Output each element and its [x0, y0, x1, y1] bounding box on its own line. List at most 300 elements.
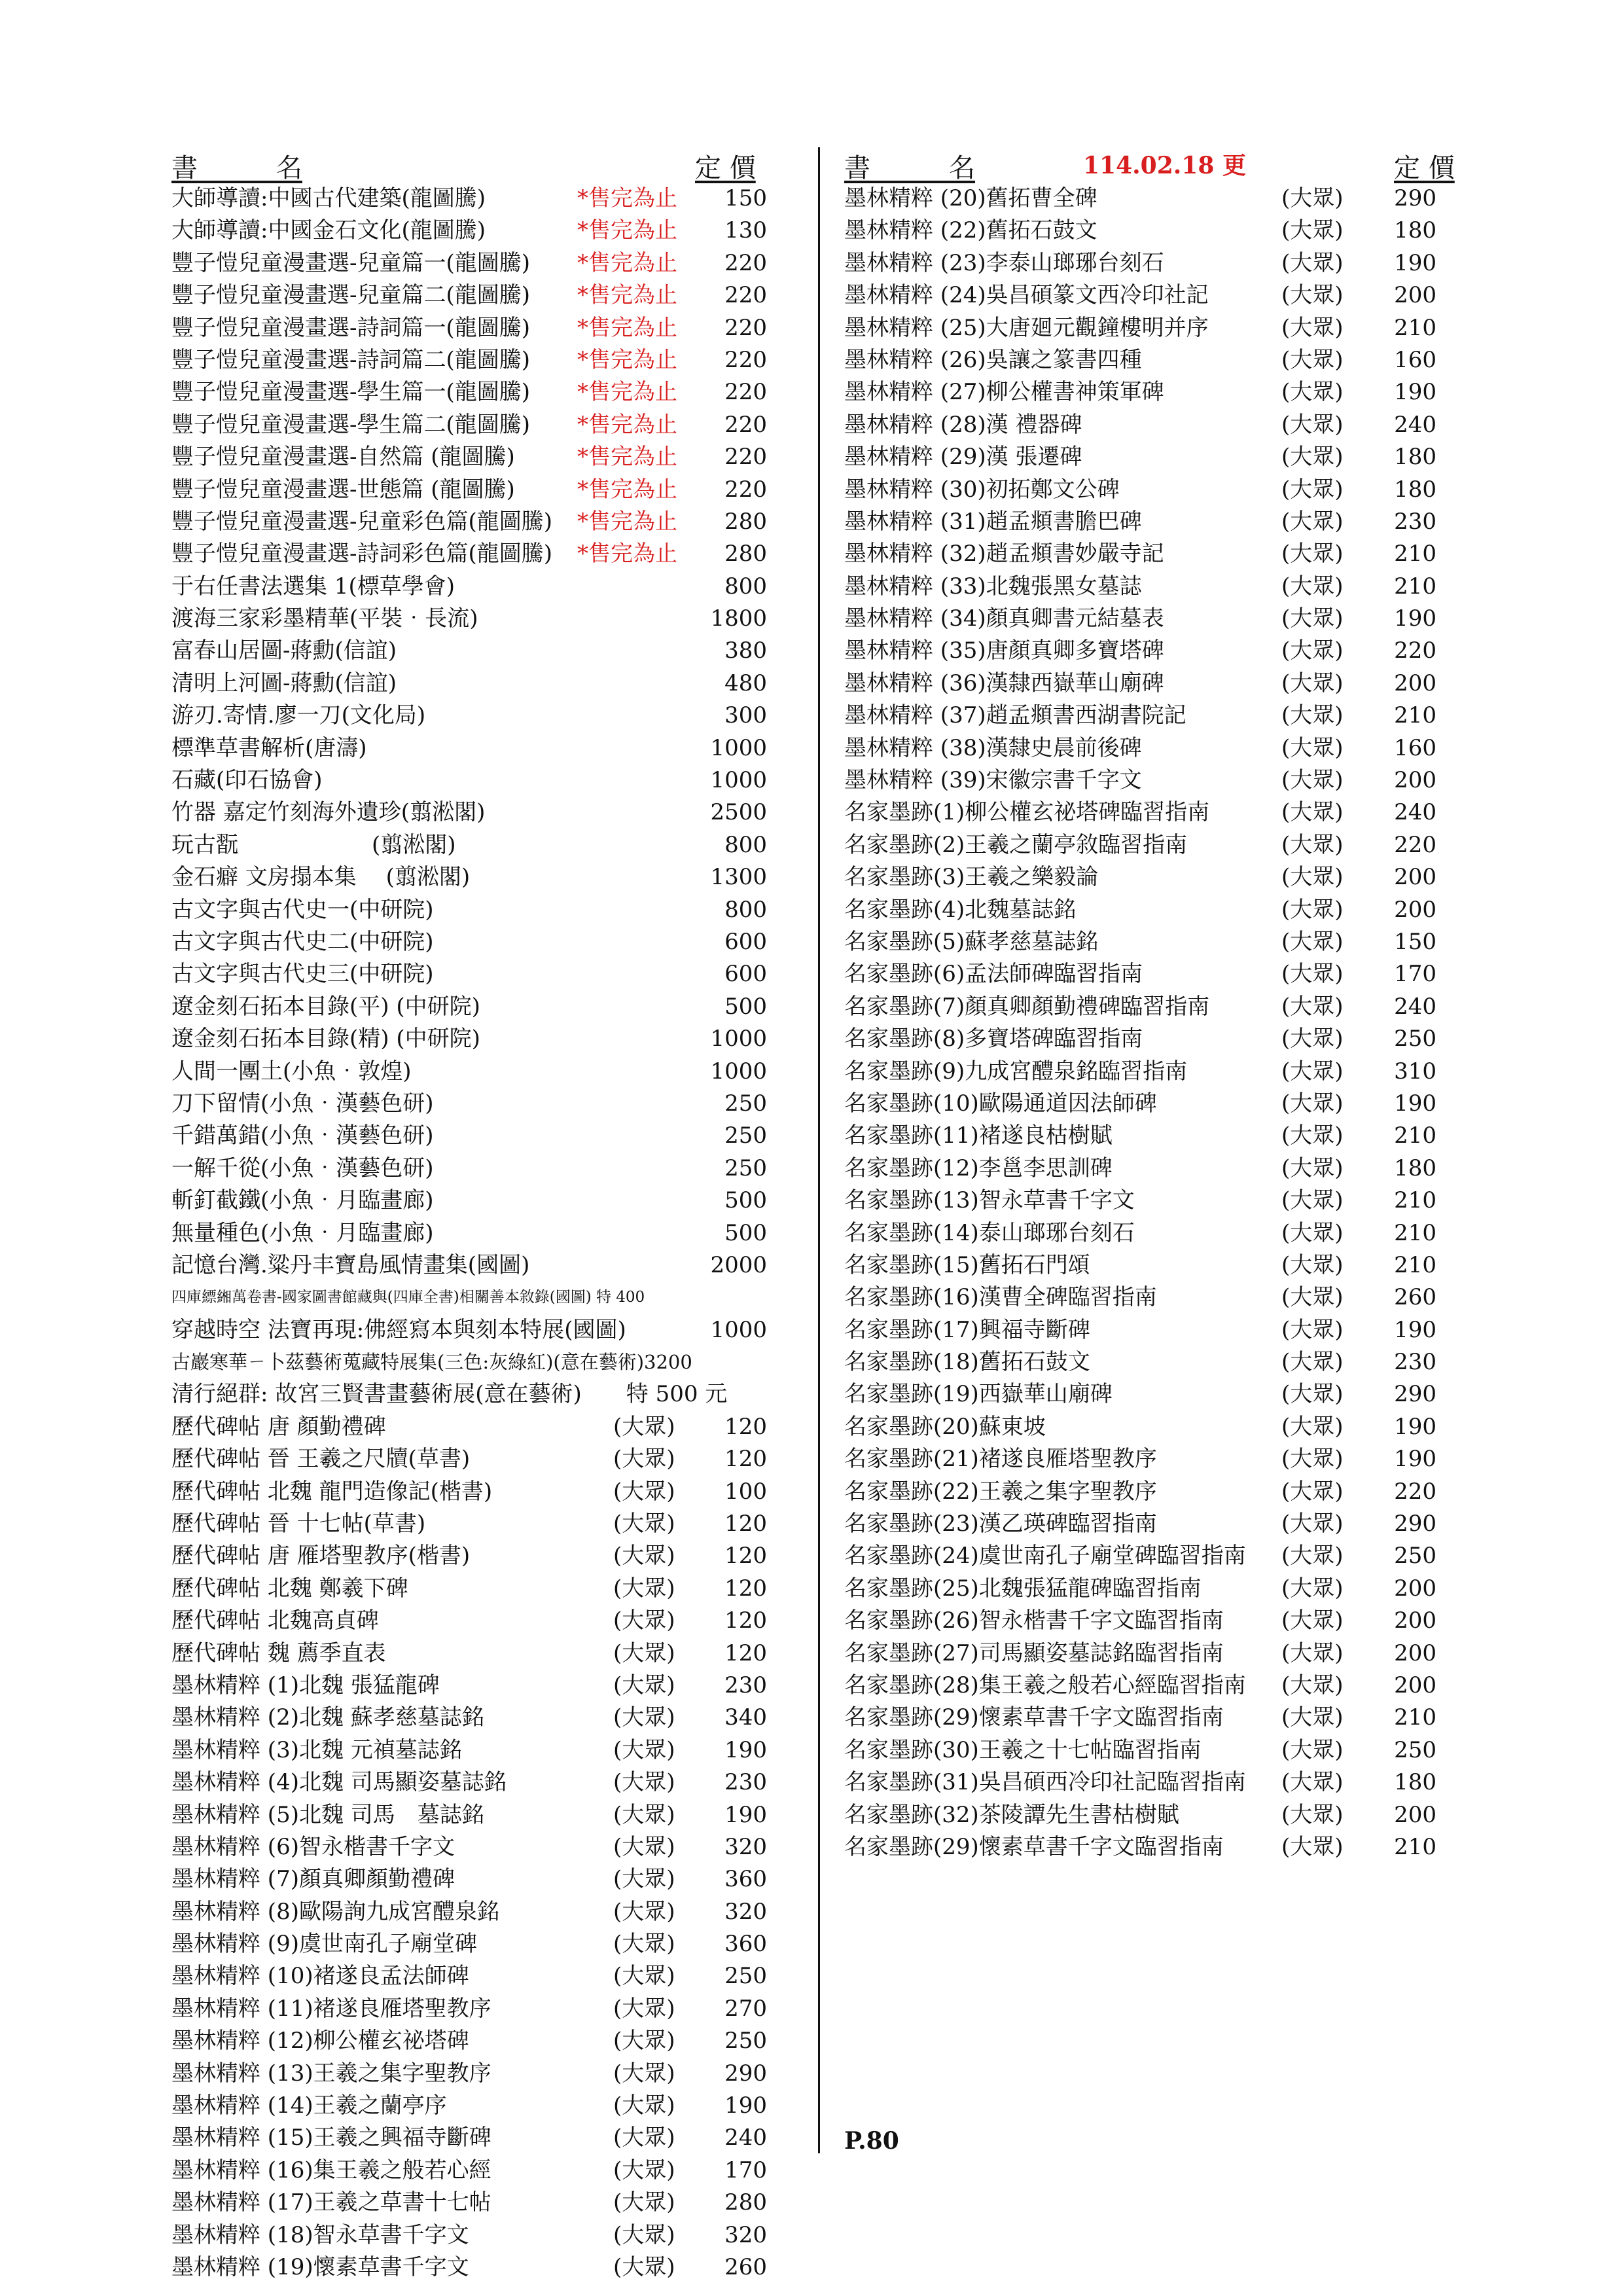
list-item [844, 183, 1456, 215]
book-title: 歷代碑帖 北魏高貞碑 [171, 1607, 379, 1634]
list-item [844, 797, 1456, 829]
book-price: 250 [1394, 1026, 1436, 1052]
left-column [171, 147, 793, 2284]
book-title: 歷代碑帖 唐 顏勤禮碑 [171, 1413, 386, 1440]
publisher-tag: (大眾) [1281, 831, 1344, 858]
list-item [844, 1217, 1456, 1249]
list-item [171, 279, 793, 312]
book-title: 歷代碑帖 北魏 龍門造像記(楷書) [171, 1478, 493, 1505]
list-item [171, 1863, 793, 1895]
book-title: 豐子愷兒童漫畫選-自然篇 (龍圖騰) [171, 444, 515, 471]
book-title: 竹器 嘉定竹刻海外遺珍(翦淞閣) [171, 799, 486, 826]
book-price: 170 [724, 2157, 767, 2183]
book-price: 250 [724, 1155, 767, 1181]
list-item [171, 958, 793, 990]
publisher-tag: (大眾) [613, 2092, 675, 2119]
book-price: 190 [1394, 379, 1436, 406]
list-item [171, 215, 793, 247]
publisher-tag: (大眾) [1281, 282, 1344, 309]
publisher-tag: (大眾) [613, 1866, 675, 1893]
book-title: 名家墨跡(24)虞世南孔子廟堂碑臨習指南 [844, 1543, 1246, 1570]
list-item [171, 1346, 793, 1378]
list-item [171, 376, 793, 408]
list-item [171, 1508, 793, 1540]
book-title: 名家墨跡(27)司馬顯姿墓誌銘臨習指南 [844, 1640, 1224, 1666]
publisher-tag: (大眾) [1281, 508, 1344, 535]
book-price: 260 [1394, 1284, 1436, 1311]
list-item [171, 1185, 793, 1217]
publisher-tag: (大眾) [1281, 1446, 1344, 1473]
list-item [171, 861, 793, 893]
sold-out-note: *售完為止 [577, 282, 677, 309]
book-price: 210 [1394, 1251, 1436, 1278]
book-price: 360 [724, 1931, 767, 1958]
book-price: 120 [724, 1607, 767, 1634]
book-price: 190 [724, 1801, 767, 1828]
publisher-tag: (大眾) [1281, 1219, 1344, 1246]
sold-out-note: *售完為止 [577, 476, 677, 503]
book-title: 名家墨跡(12)李邕李思訓碑 [844, 1155, 1113, 1181]
book-title: 名家墨跡(11)褚遂良枯樹賦 [844, 1122, 1113, 1149]
book-price: 190 [724, 2092, 767, 2119]
publisher-tag: (大眾) [1281, 217, 1344, 244]
book-title: 遼金刻石拓本目錄(平) (中研院) [171, 993, 480, 1020]
list-item [171, 635, 793, 667]
book-title: 穿越時空 法寶再現:佛經寫本與刻本特展(國圖) [171, 1316, 626, 1343]
list-item [844, 247, 1456, 279]
list-item [844, 1120, 1456, 1152]
publisher-tag: (大眾) [1281, 573, 1344, 600]
book-title: 墨林精粹 (32)趙孟頫書妙嚴寺記 [844, 541, 1164, 567]
publisher-tag: (大眾) [1281, 1575, 1344, 1602]
book-price: 200 [1394, 1575, 1436, 1602]
book-title: 名家墨跡(21)褚遂良雁塔聖教序 [844, 1446, 1157, 1473]
list-item [844, 1346, 1456, 1378]
publisher-tag: (大眾) [613, 1833, 675, 1860]
list-item [844, 1378, 1456, 1410]
book-title: 豐子愷兒童漫畫選-兒童篇一(龍圖騰) [171, 249, 531, 276]
list-item [171, 1120, 793, 1152]
list-item [844, 732, 1456, 764]
book-price: 360 [724, 1866, 767, 1893]
list-item [171, 603, 793, 635]
book-price: 220 [724, 379, 767, 406]
list-item [171, 926, 793, 958]
book-price: 180 [1394, 444, 1436, 471]
book-title: 墨林精粹 (17)王羲之草書十七帖 [171, 2189, 491, 2216]
book-title: 豐子愷兒童漫畫選-學生篇一(龍圖騰) [171, 379, 531, 406]
book-title: 墨林精粹 (19)懷素草書千字文 [171, 2254, 469, 2280]
list-item [844, 506, 1456, 538]
list-item [171, 991, 793, 1023]
book-price: 340 [724, 1704, 767, 1731]
book-title: 墨林精粹 (37)趙孟頫書西湖書院記 [844, 702, 1186, 729]
publisher-tag: (大眾) [613, 1898, 675, 1925]
book-title: 一解千從(小魚‧漢藝色研) [171, 1155, 434, 1181]
list-item [171, 2122, 793, 2154]
list-item [844, 1508, 1456, 1540]
book-price: 120 [724, 1413, 767, 1440]
book-price: 210 [1394, 1833, 1436, 1860]
list-item [844, 861, 1456, 893]
book-price: 200 [1394, 864, 1436, 891]
list-item [171, 409, 793, 441]
title-column-label: 書 名 [171, 153, 302, 183]
list-item [171, 1153, 793, 1185]
list-item [171, 506, 793, 538]
right-header [844, 147, 1456, 183]
book-price: 500 [724, 993, 767, 1020]
publisher-tag: (大眾) [1281, 185, 1344, 211]
book-price: 180 [1394, 1155, 1436, 1181]
book-price: 190 [1394, 249, 1436, 276]
book-title: 名家墨跡(3)王羲之樂毅論 [844, 864, 1099, 891]
left-header [171, 147, 793, 183]
book-price: 230 [1394, 1349, 1436, 1376]
book-price: 210 [1394, 1122, 1436, 1149]
book-price: 200 [1394, 282, 1436, 309]
book-title: 名家墨跡(13)智永草書千字文 [844, 1187, 1135, 1214]
list-item [171, 1767, 793, 1799]
list-item [171, 1249, 793, 1282]
list-item [844, 1702, 1456, 1734]
book-title: 歷代碑帖 北魏 鄭羲下碑 [171, 1575, 408, 1602]
book-price: 170 [1394, 961, 1436, 988]
publisher-tag: (大眾) [1281, 476, 1344, 503]
book-title: 名家墨跡(17)興福寺斷碑 [844, 1316, 1090, 1343]
list-item [171, 1023, 793, 1055]
list-item [844, 441, 1456, 473]
book-price: 240 [1394, 411, 1436, 438]
book-price: 250 [1394, 1543, 1436, 1570]
column-divider [818, 147, 820, 2153]
publisher-tag: (大眾) [613, 1511, 675, 1537]
book-price: 2500 [710, 799, 767, 826]
list-item [844, 474, 1456, 506]
book-price: 1800 [710, 605, 767, 632]
book-title: 名家墨跡(19)西嶽華山廟碑 [844, 1381, 1113, 1408]
publisher-tag: (大眾) [613, 1478, 675, 1505]
book-title: 名家墨跡(6)孟法師碑臨習指南 [844, 961, 1143, 988]
list-item [844, 603, 1456, 635]
list-item [844, 376, 1456, 408]
book-title: 人間一團土(小魚‧敦煌) [171, 1058, 412, 1085]
publisher-tag: (大眾) [1281, 379, 1344, 406]
publisher-tag: (大眾) [1281, 605, 1344, 632]
book-price: 210 [1394, 1187, 1436, 1214]
sold-out-note: *售完為止 [577, 185, 677, 211]
book-price: 500 [724, 1187, 767, 1214]
book-title: 墨林精粹 (34)顏真卿書元結墓表 [844, 605, 1164, 632]
list-item [844, 700, 1456, 732]
publisher-tag: (大眾) [613, 1640, 675, 1666]
book-title: 墨林精粹 (39)宋徽宗書千字文 [844, 767, 1142, 794]
list-item [171, 668, 793, 700]
book-price: 220 [724, 476, 767, 503]
book-title: 四庫縹緗萬卷書-國家圖書館藏與(四庫全書)相關善本敘錄(國圖) 特 400 [171, 1289, 645, 1306]
publisher-tag: (大眾) [613, 1413, 675, 1440]
publisher-tag: (大眾) [613, 1963, 675, 1990]
book-price: 180 [1394, 476, 1436, 503]
publisher-tag: (大眾) [1281, 1251, 1344, 1278]
book-price: 120 [724, 1640, 767, 1666]
book-price: 200 [1394, 896, 1436, 923]
publisher-tag: (大眾) [613, 1736, 675, 1763]
list-item [844, 829, 1456, 861]
book-title: 名家墨跡(26)智永楷書千字文臨習指南 [844, 1607, 1224, 1634]
book-price: 250 [1394, 1736, 1436, 1763]
publisher-tag: (大眾) [613, 2028, 675, 2054]
list-item [844, 926, 1456, 958]
list-item [171, 2058, 793, 2090]
book-price: 1300 [710, 864, 767, 891]
publisher-tag: (大眾) [613, 1575, 675, 1602]
list-item [171, 1928, 793, 1960]
list-item [171, 441, 793, 473]
list-item [171, 1411, 793, 1443]
publisher-tag: (大眾) [1281, 1833, 1344, 1860]
book-title: 墨林精粹 (7)顏真卿顏勤禮碑 [171, 1866, 455, 1893]
book-price: 2000 [710, 1251, 767, 1278]
book-title: 名家墨跡(1)柳公權玄祕塔碑臨習指南 [844, 799, 1210, 826]
book-title: 豐子愷兒童漫畫選-學生篇二(龍圖騰) [171, 411, 531, 438]
book-price: 480 [724, 670, 767, 696]
publisher-tag: (大眾) [1281, 864, 1344, 891]
book-price: 800 [724, 896, 767, 923]
publisher-tag: (大眾) [613, 2060, 675, 2087]
book-title: 墨林精粹 (15)王羲之興福寺斷碑 [171, 2125, 491, 2151]
book-price: 220 [724, 444, 767, 471]
list-item [171, 797, 793, 829]
list-item [844, 571, 1456, 603]
book-price: 120 [724, 1543, 767, 1570]
list-item [171, 732, 793, 764]
sold-out-note: *售完為止 [577, 314, 677, 341]
list-item [844, 1185, 1456, 1217]
book-title: 墨林精粹 (22)舊拓石鼓文 [844, 217, 1097, 244]
book-title: 墨林精粹 (35)唐顏真卿多寶塔碑 [844, 637, 1164, 664]
book-price: 200 [1394, 1672, 1436, 1698]
book-title: 豐子愷兒童漫畫選-兒童彩色篇(龍圖騰) [171, 508, 553, 535]
book-price: 320 [724, 1898, 767, 1925]
book-price: 230 [724, 1672, 767, 1698]
book-title: 古巖寒華ㄧ卜茲藝術蒐藏特展集(三色:灰綠紅)(意在藝術)3200 [171, 1351, 692, 1374]
book-title: 墨林精粹 (11)褚遂良雁塔聖教序 [171, 1995, 491, 2022]
publisher-tag: (大眾) [1281, 1607, 1344, 1634]
book-title: 金石癖 文房搨本集 (翦淞閣) [171, 864, 471, 891]
list-item [171, 183, 793, 215]
book-title: 斬釘截鐵(小魚‧月臨畫廊) [171, 1187, 434, 1214]
list-item [171, 247, 793, 279]
book-title: 豐子愷兒童漫畫選-詩詞彩色篇(龍圖騰) [171, 541, 553, 567]
list-item [171, 2219, 793, 2251]
book-title: 墨林精粹 (1)北魏 張猛龍碑 [171, 1672, 440, 1698]
book-price: 180 [1394, 1769, 1436, 1796]
book-price: 130 [724, 217, 767, 244]
list-item [844, 764, 1456, 797]
list-item [844, 1670, 1456, 1702]
book-title: 豐子愷兒童漫畫選-詩詞篇二(龍圖騰) [171, 346, 531, 373]
list-item [171, 1638, 793, 1670]
book-price: 160 [1394, 734, 1436, 761]
book-price: 800 [724, 831, 767, 858]
book-title: 清明上河圖-蔣勳(信誼) [171, 670, 397, 696]
publisher-tag: (大眾) [1281, 1284, 1344, 1311]
book-price: 190 [1394, 1316, 1436, 1343]
book-price: 120 [724, 1511, 767, 1537]
book-title: 名家墨跡(5)蘇孝慈墓誌銘 [844, 928, 1099, 955]
book-title: 歷代碑帖 晉 王羲之尺牘(草書) [171, 1446, 471, 1473]
list-item [171, 1734, 793, 1767]
publisher-tag: (大眾) [1281, 1543, 1344, 1570]
book-title: 墨林精粹 (9)虞世南孔子廟堂碑 [171, 1931, 477, 1958]
publisher-tag: (大眾) [1281, 1736, 1344, 1763]
book-price: 600 [724, 928, 767, 955]
list-item [171, 1799, 793, 1831]
publisher-tag: (大眾) [1281, 1704, 1344, 1731]
book-title: 大師導讀:中國古代建築(龍圖騰) [171, 185, 486, 211]
book-price: 220 [724, 282, 767, 309]
book-title: 名家墨跡(28)集王羲之般若心經臨習指南 [844, 1672, 1246, 1698]
publisher-tag: (大眾) [1281, 1316, 1344, 1343]
book-price: 220 [724, 314, 767, 341]
list-item [171, 344, 793, 376]
book-title: 墨林精粹 (27)柳公權書神策軍碑 [844, 379, 1164, 406]
publisher-tag: (大眾) [1281, 767, 1344, 794]
book-price: 230 [724, 1769, 767, 1796]
book-price: 1000 [710, 1026, 767, 1052]
publisher-tag: (大眾) [1281, 1769, 1344, 1796]
book-title: 名家墨跡(20)蘇東坡 [844, 1413, 1046, 1440]
list-item [844, 958, 1456, 990]
book-title: 墨林精粹 (30)初拓鄭文公碑 [844, 476, 1120, 503]
book-price: 220 [724, 411, 767, 438]
publisher-tag: (大眾) [613, 1607, 675, 1634]
book-title: 豐子愷兒童漫畫選-世態篇 (龍圖騰) [171, 476, 515, 503]
book-price: 500 [724, 1219, 767, 1246]
book-title: 名家墨跡(25)北魏張猛龍碑臨習指南 [844, 1575, 1202, 1602]
list-item [171, 2090, 793, 2122]
list-item [171, 1605, 793, 1637]
book-price: 290 [1394, 1381, 1436, 1408]
book-title: 墨林精粹 (31)趙孟頫書膽巴碑 [844, 508, 1142, 535]
book-title: 記憶台灣.粱丹丰寶島風情畫集(國圖) [171, 1251, 530, 1278]
book-title: 遼金刻石拓本目錄(精) (中研院) [171, 1026, 480, 1052]
book-price: 260 [724, 2254, 767, 2280]
book-price: 280 [724, 2189, 767, 2216]
book-price: 190 [1394, 1090, 1436, 1117]
list-item [844, 409, 1456, 441]
book-price: 1000 [710, 767, 767, 794]
list-item [171, 1540, 793, 1572]
book-price: 1000 [710, 1058, 767, 1085]
list-item [171, 1378, 793, 1410]
list-item [844, 1540, 1456, 1572]
list-item [171, 829, 793, 861]
list-item [171, 1314, 793, 1346]
book-price: 180 [1394, 217, 1436, 244]
list-item [844, 1411, 1456, 1443]
book-title: 刀下留情(小魚‧漢藝色研) [171, 1090, 434, 1117]
list-item [171, 2251, 793, 2284]
book-title: 墨林精粹 (16)集王羲之般若心經 [171, 2157, 491, 2183]
book-title: 名家墨跡(31)吳昌碩西冷印社記臨習指南 [844, 1769, 1246, 1796]
book-price: 220 [724, 249, 767, 276]
publisher-tag: (大眾) [613, 1995, 675, 2022]
list-item [171, 1217, 793, 1249]
list-item [844, 1799, 1456, 1831]
sold-out-note: *售完為止 [577, 541, 677, 567]
book-title: 名家墨跡(30)王羲之十七帖臨習指南 [844, 1736, 1202, 1763]
list-item [171, 894, 793, 926]
list-item [171, 1960, 793, 1992]
publisher-tag: (大眾) [1281, 928, 1344, 955]
publisher-tag: (大眾) [1281, 1090, 1344, 1117]
list-item [844, 1249, 1456, 1282]
publisher-tag: (大眾) [1281, 249, 1344, 276]
list-item [844, 635, 1456, 667]
book-title: 富春山居圖-蔣勳(信誼) [171, 637, 397, 664]
book-price: 300 [724, 702, 767, 729]
publisher-tag: (大眾) [1281, 670, 1344, 696]
book-price: 150 [1394, 928, 1436, 955]
publisher-tag: (大眾) [1281, 541, 1344, 567]
list-item [844, 1023, 1456, 1055]
list-item [171, 2155, 793, 2187]
book-price: 220 [724, 346, 767, 373]
book-price: 190 [1394, 605, 1436, 632]
publisher-tag: (大眾) [1281, 734, 1344, 761]
book-title: 墨林精粹 (23)李泰山瑯琊台刻石 [844, 249, 1164, 276]
list-item [171, 1088, 793, 1120]
book-price: 200 [1394, 1640, 1436, 1666]
book-title: 名家墨跡(18)舊拓石鼓文 [844, 1349, 1090, 1376]
list-item [844, 1443, 1456, 1475]
book-title: 墨林精粹 (38)漢隸史晨前後碑 [844, 734, 1142, 761]
list-item [171, 1896, 793, 1928]
book-title: 石藏(印石協會) [171, 767, 323, 794]
book-price: 210 [1394, 702, 1436, 729]
book-title: 墨林精粹 (28)漢 禮器碑 [844, 411, 1082, 438]
book-price: 250 [724, 1090, 767, 1117]
book-title: 名家墨跡(29)懷素草書千字文臨習指南 [844, 1704, 1224, 1731]
publisher-tag: (大眾) [613, 1446, 675, 1473]
list-item [171, 700, 793, 732]
book-title: 玩古翫 (翦淞閣) [171, 831, 456, 858]
publisher-tag: (大眾) [1281, 314, 1344, 341]
book-price: 240 [1394, 993, 1436, 1020]
publisher-tag: (大眾) [1281, 444, 1344, 471]
price-column-label: 定 價 [1394, 153, 1455, 183]
sold-out-note: *售完為止 [577, 249, 677, 276]
right-book-list [844, 183, 1456, 1863]
list-item [171, 1056, 793, 1088]
book-price: 200 [1394, 670, 1436, 696]
sold-out-note: *售完為止 [577, 444, 677, 471]
sold-out-note: *售完為止 [577, 379, 677, 406]
book-price: 250 [724, 1122, 767, 1149]
book-price: 190 [1394, 1413, 1436, 1440]
price-column-label: 定 價 [695, 153, 756, 183]
book-price: 270 [724, 1995, 767, 2022]
book-price: 210 [1394, 1219, 1436, 1246]
book-price: 290 [724, 2060, 767, 2087]
book-title: 名家墨跡(14)泰山瑯琊台刻石 [844, 1219, 1135, 1246]
book-title: 無量種色(小魚‧月臨畫廊) [171, 1219, 434, 1246]
publisher-tag: (大眾) [1281, 1058, 1344, 1085]
book-price: 1000 [710, 1316, 767, 1343]
book-title: 墨林精粹 (33)北魏張黑女墓誌 [844, 573, 1142, 600]
